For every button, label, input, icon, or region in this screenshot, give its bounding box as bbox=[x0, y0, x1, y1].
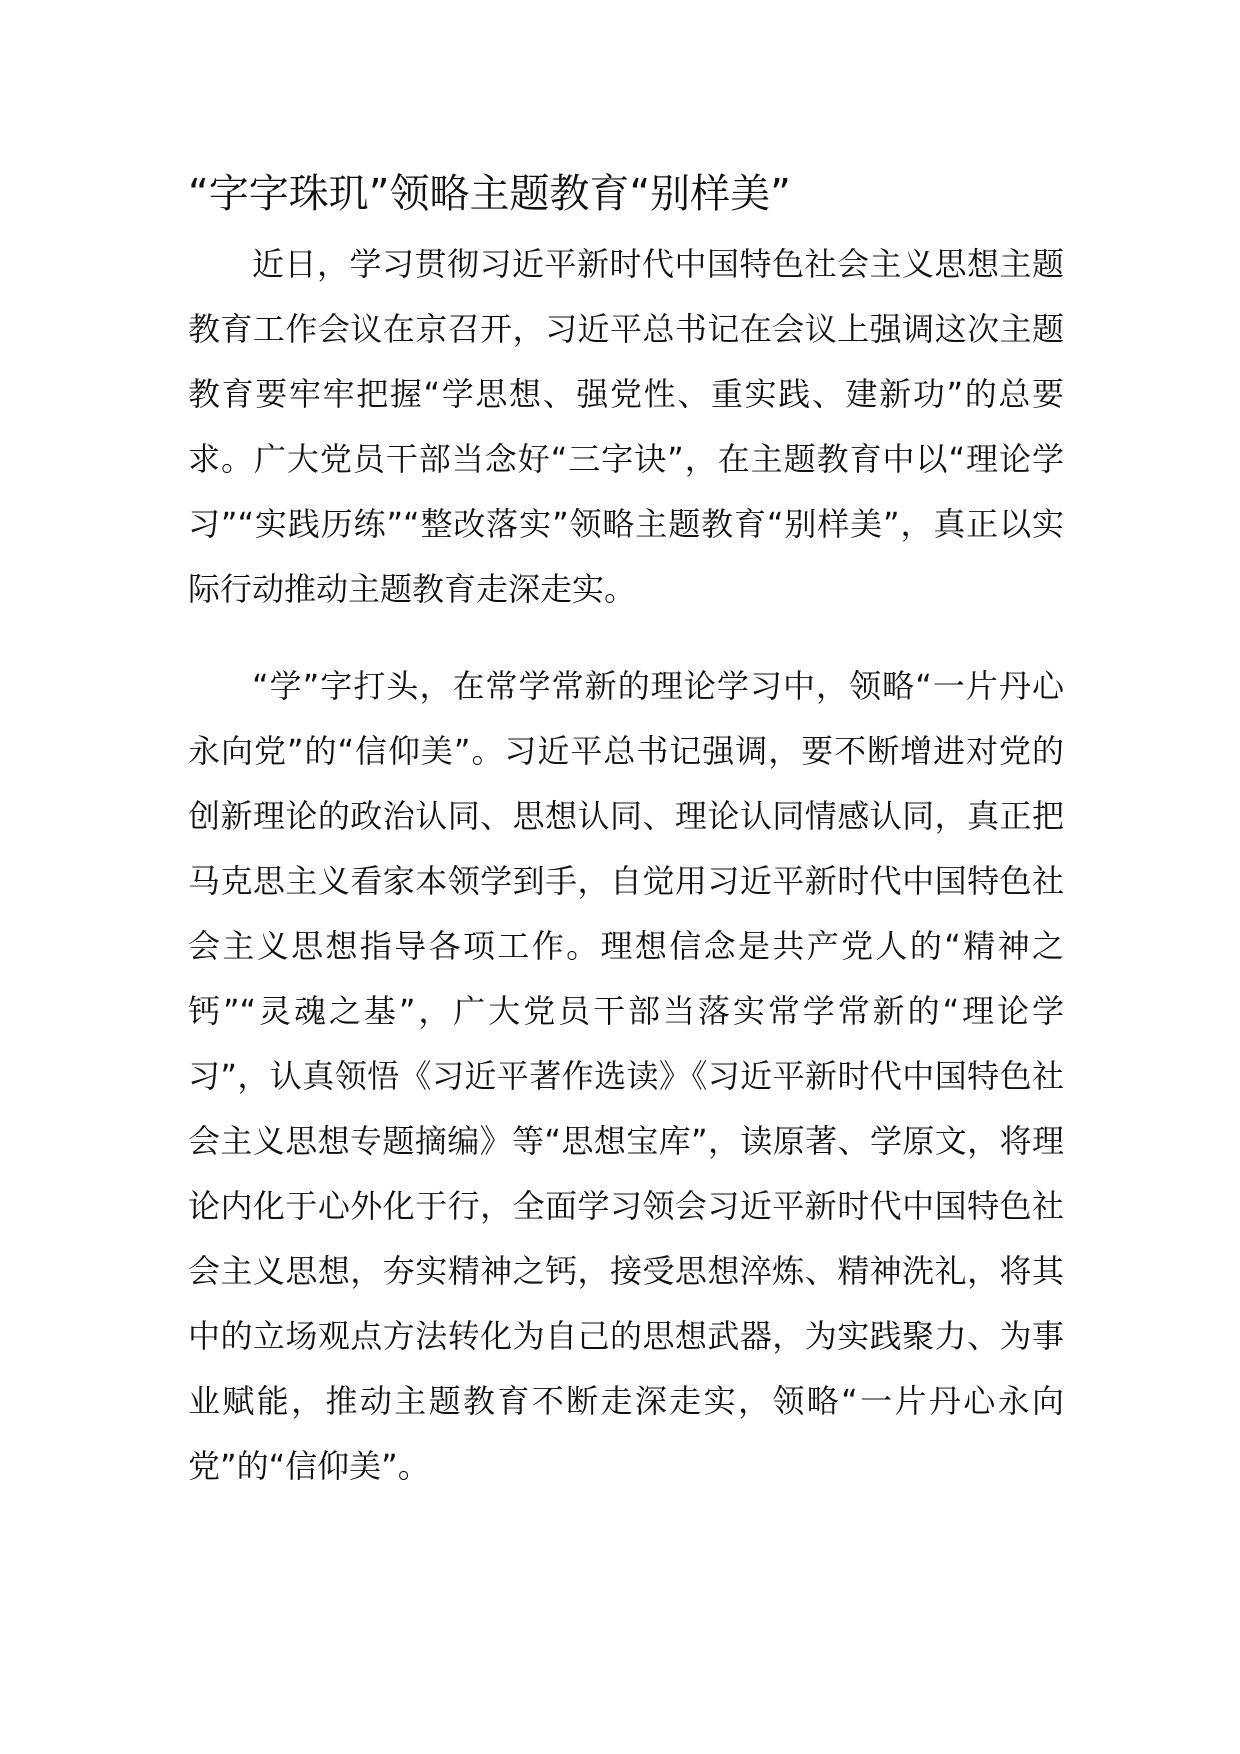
paragraph-study: “学”字打头，在常学常新的理论学习中，领略“一片丹心永向党”的“信仰美”。习近平总书记强调，要不断增进对党的创新理论的政治认同、思想认同、理论认同情感认同，真正把马克思主义看家本领学到手，自觉用习近平新时代中国特色社会主义思想指导各项工作。理想信念是共产党人的“精神之钙”“灵魂之基”，广大党员干部当落实常学常新的“理论学习”，认真领悟《习近平著作选读》《习近平新时代中国特色社会主义思想专题摘编》等“思想宝库”，读原著、学原文，将理论内化于心外化于行，全面学习领会习近平新时代中国特色社会主义思想，夯实精神之钙，接受思想淬炼、精神洗礼，将其中的立场观点方法转化为自己的思想武器，为实践聚力、为事业赋能，推动主题教育不断走深走实，领略“一片丹心永向党”的“信仰美”。 bbox=[188, 667, 1064, 1485]
document-title: “字字珠玑”领略主题教育“别样美” bbox=[188, 171, 791, 217]
document-body bbox=[188, 232, 1064, 1531]
paragraph-intro: 近日，学习贯彻习近平新时代中国特色社会主义思想主题教育工作会议在京召开，习近平总书记在会议上强调这次主题教育要牢牢把握“学思想、强党性、重实践、建新功”的总要求。广大党员干部当念好“三字诀”，在主题教育中以“理论学习”“实践历练”“整改落实”领略主题教育“别样美”，真正以实际行动推动主题教育走深走实。 bbox=[188, 245, 1064, 608]
